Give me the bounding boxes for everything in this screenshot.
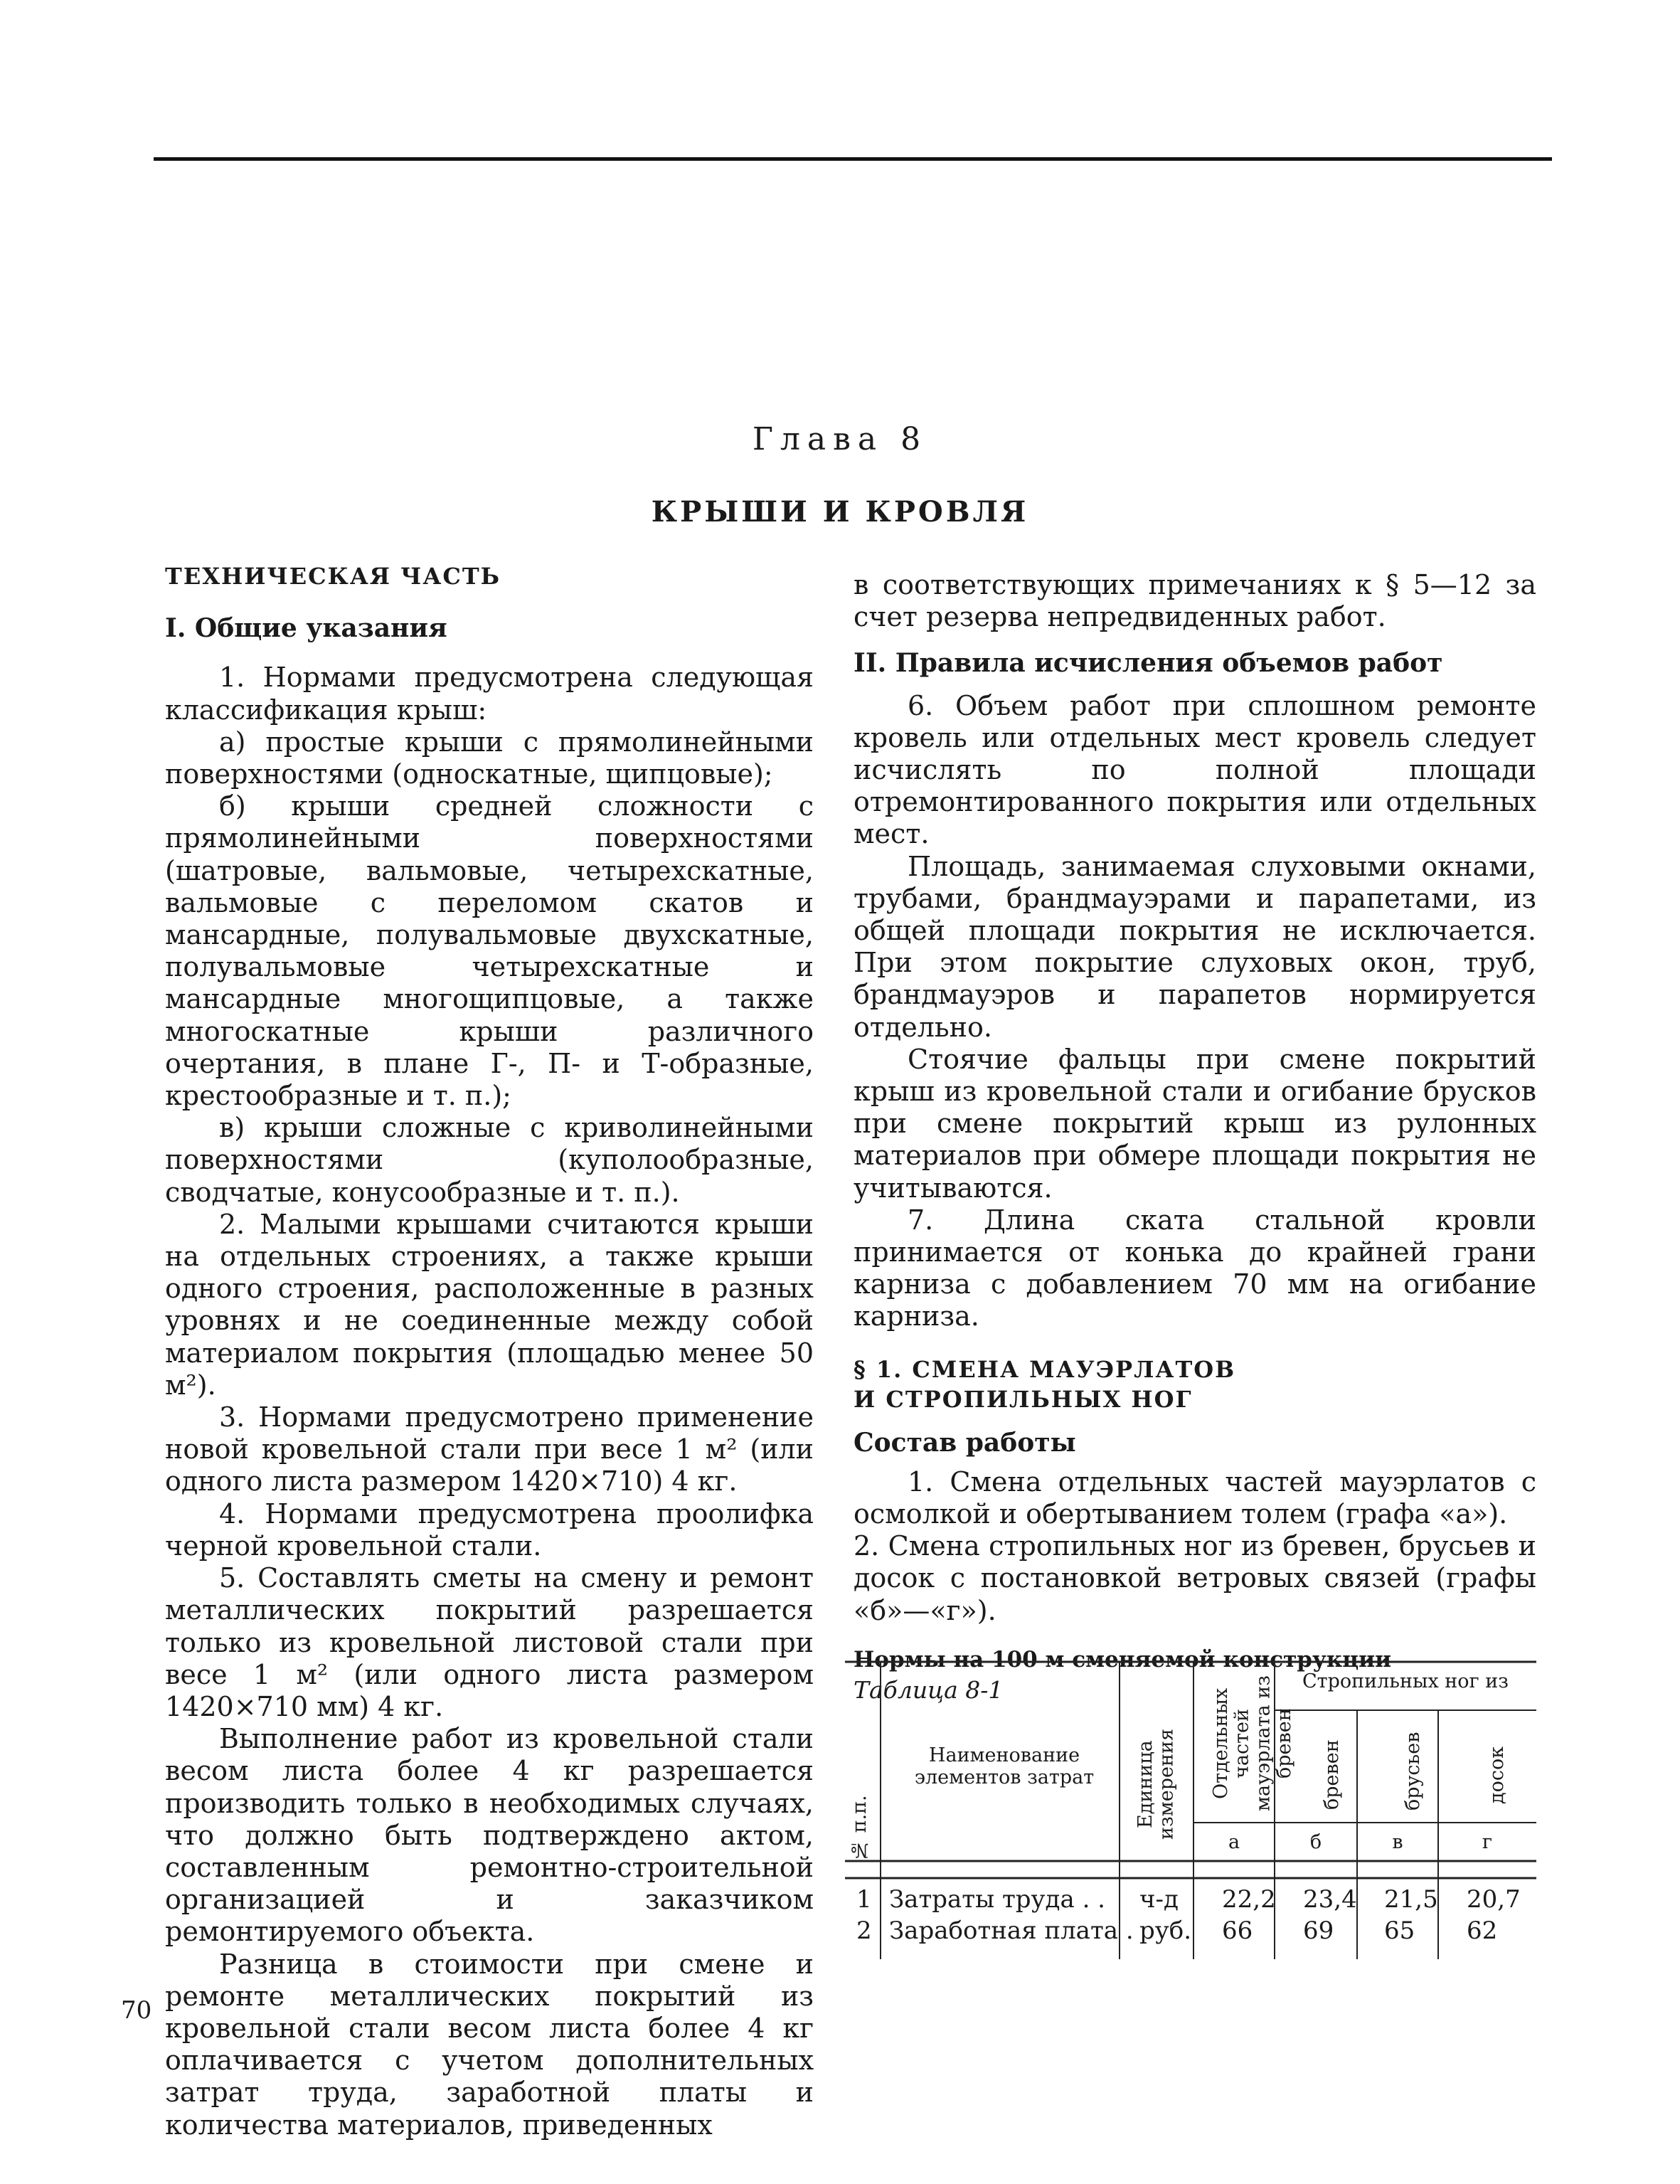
row-2-a: 66 [1222,1917,1253,1945]
paragraph-r7: 7. Длина ската стальной кровли принимается от конька до крайней грани карниза с добавлением 70 мм на огибание карниза. [854,1204,1536,1332]
work-paragraph-2: 2. Смена стропильных ног из бревен, брусьев и досок с постановкой ветровых связей (графы «б»—«г»). [854,1530,1536,1626]
work-paragraph-1: 1. Смена отдельных частей мауэрлатов с осмолкой и обертыванием толем (графа «а»). [854,1465,1536,1530]
paragraph-1b: б) крыши средней сложности с прямолинейными поверхностями (шатровые, вальмовые, четырехскатные, вальмовые с переломом скатов и мансардные, полувальмовые двухскатные, полувальмовые четырехскатные и мансардные многощипцовые, а также многоскатные крыши различного очертания, в плане Г-, П- и Т-образные, крестообразные и т. п.); [165,790,814,1112]
t-header-g: досок [1486,1746,1508,1804]
row-1-g: 20,7 [1467,1885,1521,1914]
t-header-name: Наименование элементов затрат [914,1744,1095,1789]
t-header-group: Стропильных ног из [1302,1670,1509,1692]
paragraph-r6: 6. Объем работ при сплошном ремонте кровель или отдельных мест кровель следует исчислять по полной площади отремонтированного покрытия или отдельных мест. [854,689,1536,850]
paragraph-7: Разница в стоимости при смене и ремонте металлических покрытий из кровельной стали весом листа более 4 кг оплачивается с учетом дополнительных затрат труда, заработной платы и количества материалов, приведенных [165,1948,814,2141]
heading-general-instructions: I. Общие указания [165,613,447,644]
paragraph-r6c: Стоячие фальцы при смене покрытий крыш из кровельной стали и огибание брусков при смене покрытий крыш из рулонных материалов при обмере площади покрытия не учитываются. [854,1043,1536,1204]
row-1-no: 1 [856,1885,872,1914]
top-rule [154,157,1552,161]
t-header-a: Отдельных частей мауэрлата из бревен [1210,1675,1296,1812]
paragraph-6: Выполнение работ из кровельной стали весом листа более 4 кг разрешается производить только в необходимых случаях, что должно быть подтверждено актом, составленным ремонтно-строительной организацией и заказчиком ремонтируемого объекта. [165,1723,814,1948]
row-1-b: 23,4 [1303,1885,1357,1914]
row-2-name: Заработная плата . [889,1917,1134,1945]
left-column [165,561,814,2141]
row-2-no: 2 [856,1917,872,1945]
heading-calculation-rules: II. Правила исчисления объемов работ [854,648,1443,679]
row-2-v: 65 [1384,1917,1415,1945]
paragraph-r6b: Площадь, занимаемая слуховыми окнами, трубами, брандмауэрами и парапетами, из общей площади покрытия не исключается. При этом покрытие слуховых окон, труб, брандмауэров и парапетов нормируется отдельно. [854,850,1536,1043]
paragraph-1: 1. Нормами предусмотрена следующая классификация крыш: [165,662,814,726]
norms-caption: Нормы на 100 м сменяемой конструкции [854,1646,1392,1673]
paragraph-5: 5. Составлять сметы на смену и ремонт металлических покрытий разрешается только из кровельной листовой стали при весе 1 м² (или одного листа размером 1420×710 мм) 4 кг. [165,1562,814,1722]
paragraph-3: 3. Нормами предусмотрено применение новой кровельной стали при весе 1 м² (или одного листа размером 1420×710) 4 кг. [165,1401,814,1497]
t-header-v: брусьев [1402,1732,1424,1811]
section-heading-line-1: § 1. СМЕНА МАУЭРЛАТОВ [854,1355,1236,1383]
row-1-name: Затраты труда . . [889,1885,1105,1914]
paragraph-1c: в) крыши сложные с криволинейными поверхностями (куполообразные, сводчатые, конусообразные и т. п.). [165,1112,814,1208]
row-2-b: 69 [1303,1917,1334,1945]
section-heading-line-2: И СТРОПИЛЬНЫХ НОГ [854,1385,1193,1413]
t-header-b: бревен [1321,1739,1343,1811]
t-header-number: № п.п. [849,1795,871,1862]
table-label: Таблица 8-1 [854,1675,1004,1704]
row-1-a: 22,2 [1222,1885,1276,1914]
chapter-title: КРЫШИ И КРОВЛЯ [651,495,1029,529]
right-column [854,569,1536,1706]
t-letter-a: а [1228,1831,1240,1853]
row-1-v: 21,5 [1384,1885,1438,1914]
paragraph-continued: в соответствующих примечаниях к § 5—12 за счет резерва непредвиденных работ. [854,569,1536,633]
t-letter-b: б [1309,1831,1322,1853]
row-1-unit: ч-д [1139,1885,1179,1914]
paragraph-2: 2. Малыми крышами считаются крыши на отдельных строениях, а также крыши одного строения, расположенные в разных уровнях и не соединенные между собой материалом покрытия (площадью менее 50 м²). [165,1208,814,1401]
heading-technical-part: ТЕХНИЧЕСКАЯ ЧАСТЬ [165,563,501,590]
paragraph-4: 4. Нормами предусмотрена проолифка черной кровельной стали. [165,1497,814,1562]
t-letter-v: в [1392,1831,1403,1853]
heading-work-composition: Состав работы [854,1427,1076,1458]
paragraph-1a: а) простые крыши с прямолинейными поверхностями (односкатные, щипцовые); [165,726,814,790]
row-2-g: 62 [1467,1917,1498,1945]
chapter-label: Глава 8 [752,421,928,457]
t-letter-g: г [1482,1831,1493,1853]
t-header-unit: Единица измерения [1134,1729,1178,1840]
row-2-unit: руб. [1139,1917,1192,1945]
page-number: 70 [121,1996,152,2025]
